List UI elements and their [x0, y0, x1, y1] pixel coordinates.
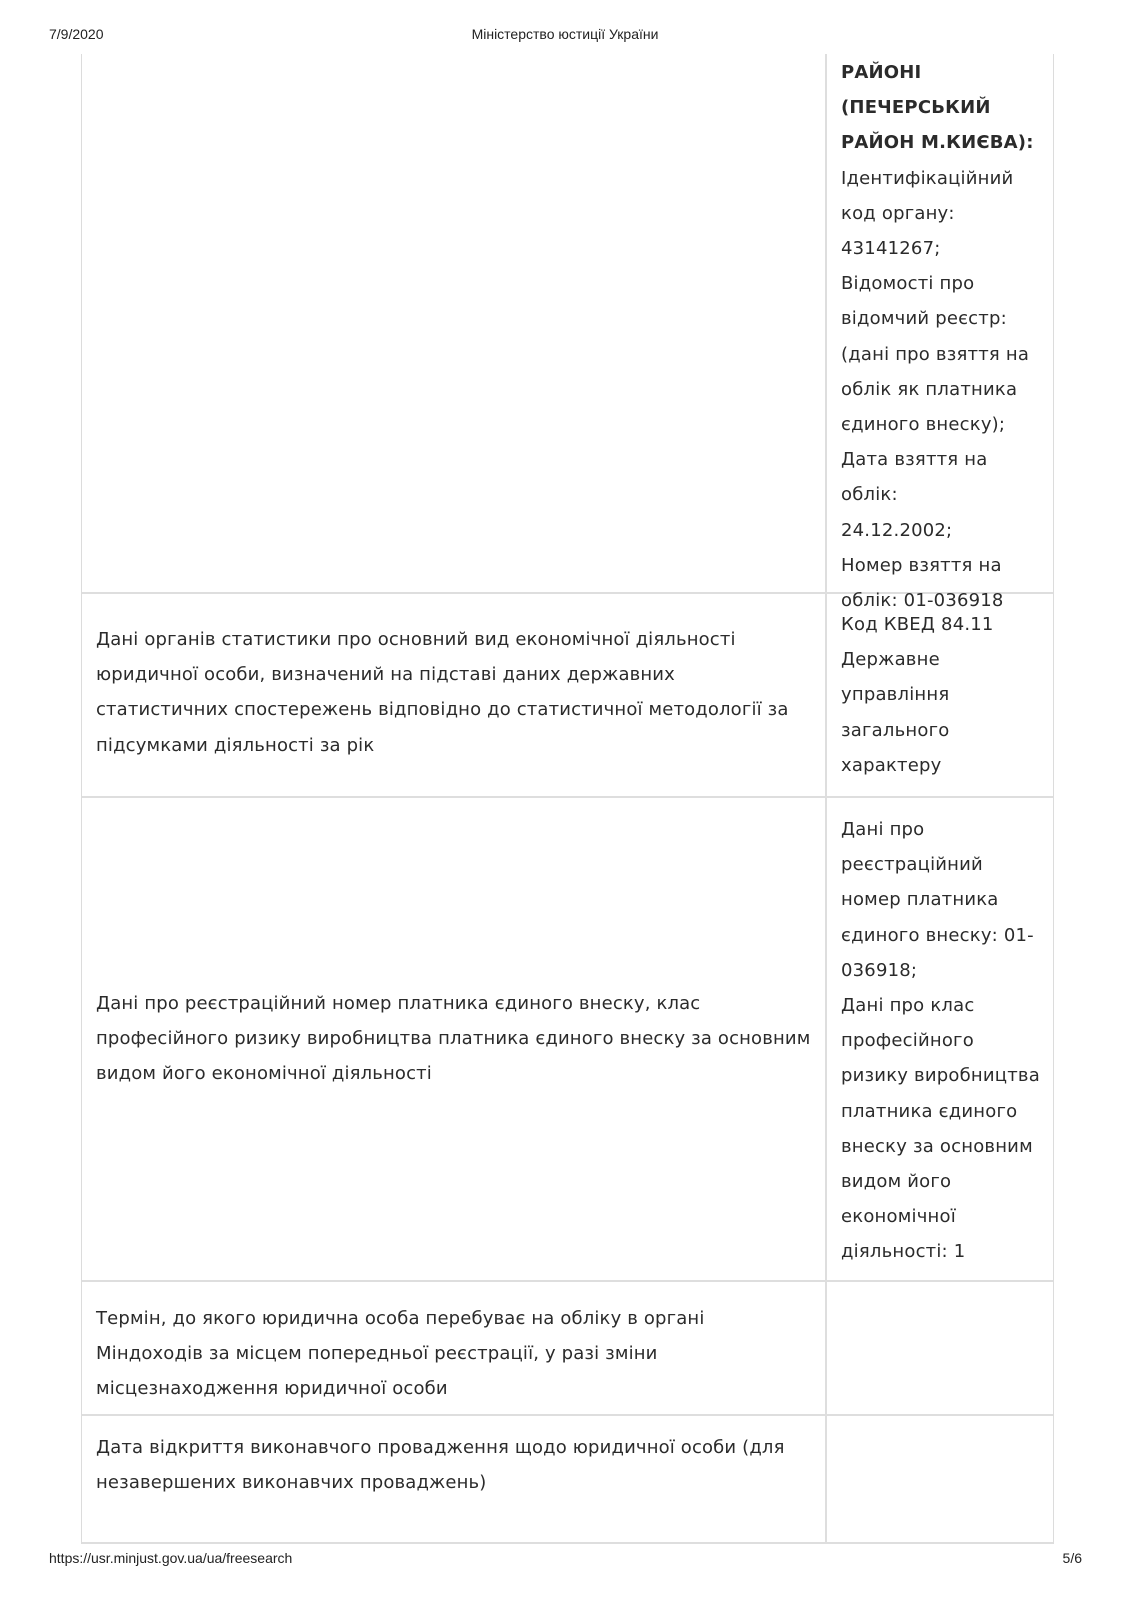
value-line: Ідентифікаційний — [841, 167, 1014, 189]
value-line: відомчий реєстр: — [841, 308, 1007, 330]
value-line: облік як платника — [841, 378, 1018, 400]
value-line: Дані про — [841, 819, 925, 840]
value-line: Код КВЕД 84.11 — [841, 614, 994, 635]
table-row — [82, 594, 1053, 798]
field-value-cell — [827, 798, 1053, 1280]
field-value — [841, 55, 1047, 618]
value-line: 24.12.2002; — [841, 519, 953, 541]
print-footer — [0, 1550, 1130, 1570]
value-line: загального — [841, 719, 950, 741]
value-line: характеру — [841, 754, 942, 776]
table-row — [82, 1416, 1053, 1544]
value-line: (дані про взяття на — [841, 343, 1030, 365]
field-label-cell — [82, 1416, 827, 1542]
value-line: 036918; — [841, 959, 918, 981]
value-line: (ПЕЧЕРСЬКИЙ — [841, 97, 991, 119]
page-url: https://usr.minjust.gov.ua/ua/freesearch — [49, 1550, 293, 1566]
value-line: платника єдиного — [841, 1100, 1018, 1122]
value-line: діяльності: 1 — [841, 1241, 966, 1263]
value-line: Номер взяття на — [841, 554, 1002, 576]
value-line: номер платника — [841, 889, 999, 911]
field-label-cell — [82, 1282, 827, 1414]
value-line: ризику виробництва — [841, 1065, 1040, 1087]
registry-table — [81, 54, 1054, 1544]
value-line: єдиного внеску); — [841, 414, 1006, 436]
value-line: реєстраційний — [841, 854, 983, 876]
field-label: Дата відкриття виконавчого провадження щодо юридичної особи (для незавершених виконавчих проваджень) — [96, 1437, 785, 1494]
print-page-title: Міністерство юстиції України — [471, 26, 659, 42]
field-label-cell — [82, 594, 827, 796]
value-line: управління — [841, 684, 950, 706]
value-line: код органу: — [841, 202, 955, 224]
field-label: Дані про реєстраційний номер платника єдиного внеску, клас професійного ризику виробництва платника єдиного внеску за основним видом його економічної діяльності — [96, 993, 811, 1085]
field-value — [841, 812, 1047, 1270]
value-line: облік: 01-036918 — [841, 590, 1004, 612]
value-line: РАЙОН М.КИЄВА): — [841, 132, 1034, 154]
value-line: Дані про клас — [841, 995, 975, 1017]
print-date: 7/9/2020 — [49, 26, 104, 42]
field-value-cell — [827, 594, 1053, 796]
field-value-cell — [827, 1282, 1053, 1414]
value-line: видом його — [841, 1171, 952, 1193]
value-line: Державне — [841, 649, 940, 671]
value-line: Відомості про — [841, 273, 975, 295]
field-value — [841, 607, 1047, 783]
value-line: внеску за основним — [841, 1135, 1033, 1157]
value-line: РАЙОНІ — [841, 62, 922, 83]
page-number: 5/6 — [1062, 1550, 1082, 1566]
value-line: Дата взяття на облік: — [841, 449, 988, 506]
print-header — [0, 26, 1130, 46]
table-row — [82, 1282, 1053, 1416]
field-value-cell — [827, 54, 1053, 612]
table-row — [82, 54, 1053, 612]
value-line: професійного — [841, 1030, 974, 1052]
value-line: єдиного внеску: 01- — [841, 924, 1034, 946]
value-line: економічної — [841, 1206, 956, 1228]
field-label: Термін, до якого юридична особа перебуває на обліку в органі Міндоходів за місцем попередньої реєстрації, у разі зміни місцезнаходження юридичної особи — [96, 1308, 705, 1400]
field-label-cell — [82, 54, 827, 592]
field-label-cell — [82, 798, 827, 1280]
field-value-cell — [827, 1416, 1053, 1542]
table-row — [82, 798, 1053, 1282]
value-line: 43141267; — [841, 238, 941, 260]
field-label: Дані органів статистики про основний вид економічної діяльності юридичної особи, визначений на підставі даних державних статистичних спостережень відповідно до статистичної методології за підсумками діяльності за рік — [96, 629, 789, 756]
